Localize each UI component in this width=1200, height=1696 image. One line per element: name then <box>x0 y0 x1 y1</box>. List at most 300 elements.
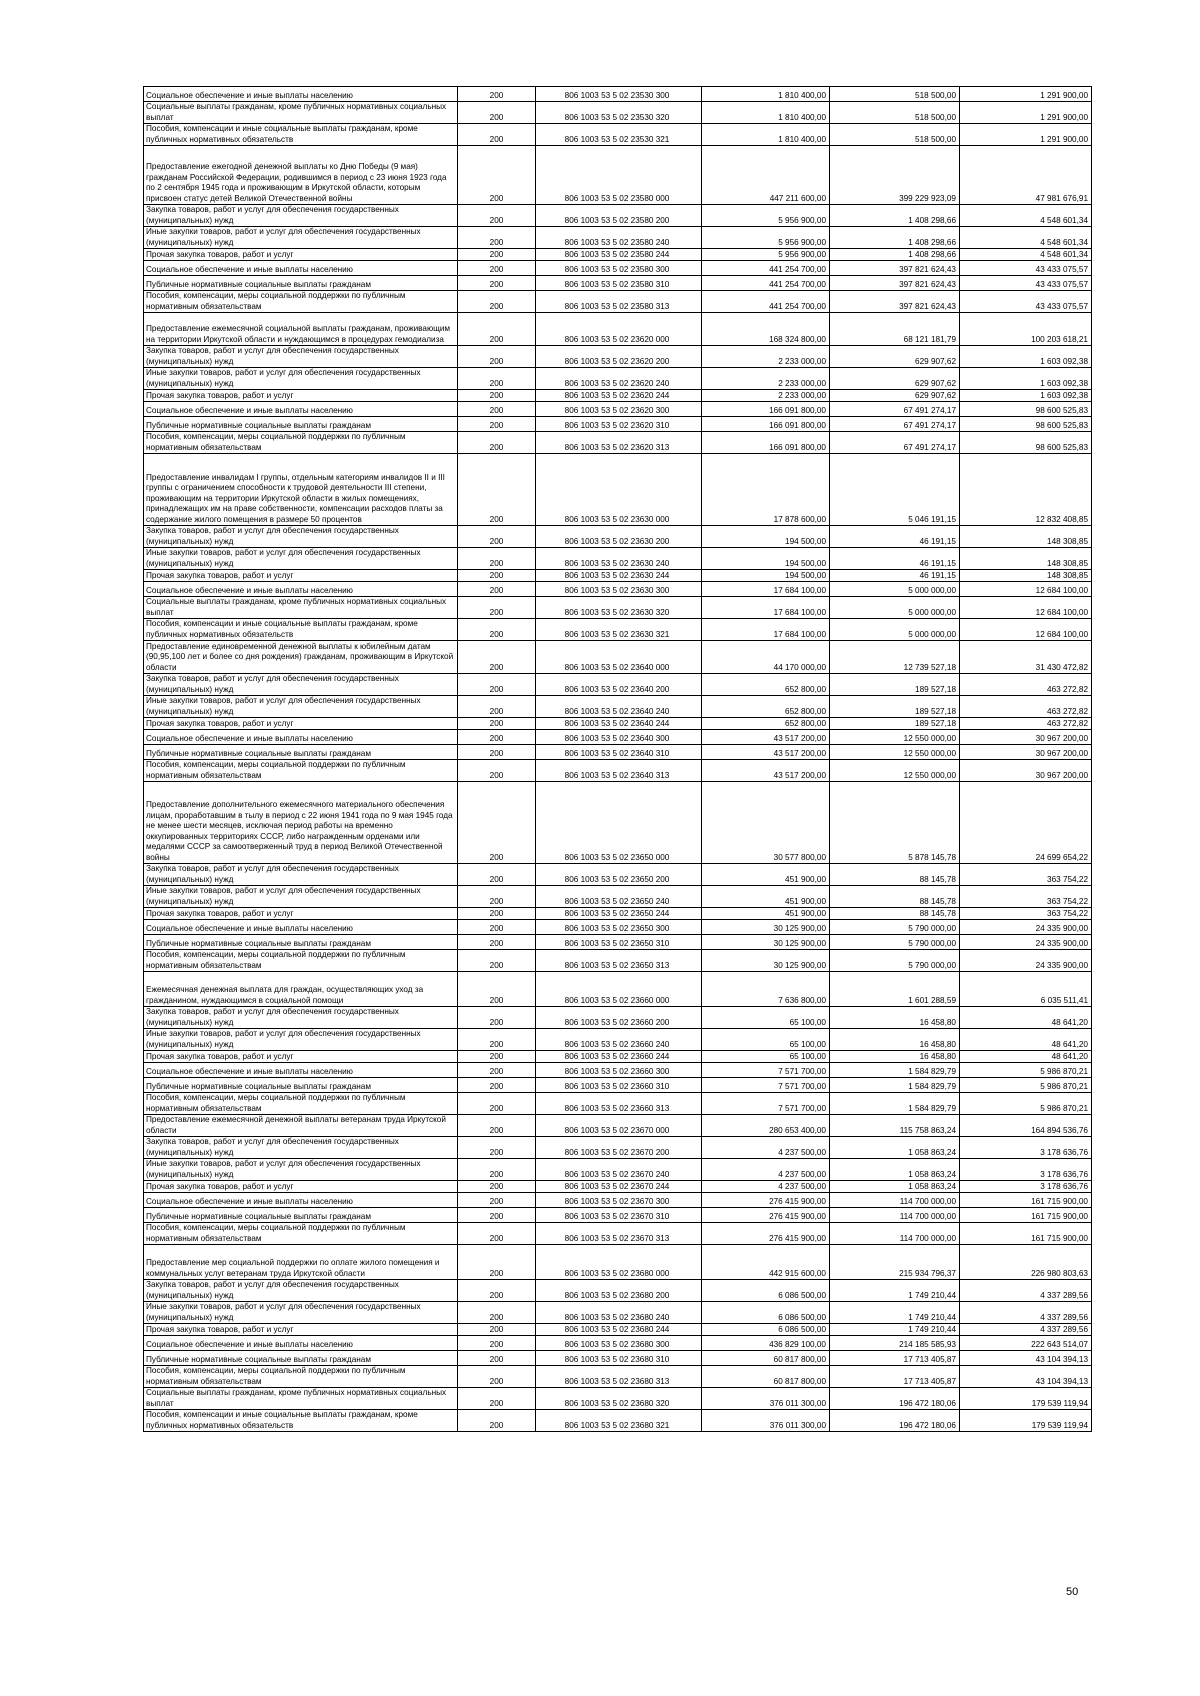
row-admin-code: 200 <box>458 1115 536 1137</box>
row-approved-amount: 194 500,00 <box>702 526 830 548</box>
row-classification-code: 806 1003 53 5 02 23580 310 <box>536 276 702 291</box>
row-unexecuted-amount: 12 832 408,85 <box>960 454 1092 526</box>
row-admin-code: 200 <box>458 1137 536 1159</box>
table-body <box>144 87 1092 1432</box>
row-admin-code: 200 <box>458 1063 536 1078</box>
row-executed-amount: 5 878 145,78 <box>830 782 960 864</box>
row-admin-code: 200 <box>458 570 536 582</box>
table-row <box>144 313 1092 346</box>
table-row <box>144 718 1092 730</box>
row-unexecuted-amount: 1 603 092,38 <box>960 346 1092 368</box>
table-row <box>144 1181 1092 1193</box>
row-unexecuted-amount: 43 104 394,13 <box>960 1366 1092 1388</box>
row-classification-code: 806 1003 53 5 02 23580 200 <box>536 205 702 227</box>
row-description: Закупка товаров, работ и услуг для обеспечения государственных (муниципальных) нужд <box>144 1280 458 1302</box>
row-executed-amount: 12 739 527,18 <box>830 641 960 674</box>
budget-table-container <box>143 86 1091 1432</box>
table-row <box>144 972 1092 1007</box>
row-admin-code: 200 <box>458 582 536 597</box>
row-description: Пособия, компенсации, меры социальной поддержки по публичным нормативным обязательствам <box>144 432 458 454</box>
row-admin-code: 200 <box>458 935 536 950</box>
row-description: Пособия, компенсации, меры социальной поддержки по публичным нормативным обязательствам <box>144 760 458 782</box>
row-approved-amount: 194 500,00 <box>702 548 830 570</box>
row-admin-code: 200 <box>458 124 536 146</box>
row-executed-amount: 114 700 000,00 <box>830 1223 960 1245</box>
row-executed-amount: 189 527,18 <box>830 718 960 730</box>
table-row <box>144 1063 1092 1078</box>
row-classification-code: 806 1003 53 5 02 23650 244 <box>536 908 702 920</box>
row-description: Предоставление единовременной денежной выплаты к юбилейным датам (90,95,100 лет и более со дня рождения) гражданам, проживающим в Иркутской области <box>144 641 458 674</box>
table-row <box>144 346 1092 368</box>
row-approved-amount: 7 571 700,00 <box>702 1093 830 1115</box>
row-description: Иные закупки товаров, работ и услуг для обеспечения государственных (муниципальных) нужд <box>144 1029 458 1051</box>
row-description: Закупка товаров, работ и услуг для обеспечения государственных (муниципальных) нужд <box>144 346 458 368</box>
row-unexecuted-amount: 6 035 511,41 <box>960 972 1092 1007</box>
row-unexecuted-amount: 148 308,85 <box>960 570 1092 582</box>
row-unexecuted-amount: 98 600 525,83 <box>960 402 1092 417</box>
row-description: Пособия, компенсации и иные социальные выплаты гражданам, кроме публичных нормативных обязательств <box>144 1410 458 1432</box>
row-executed-amount: 46 191,15 <box>830 548 960 570</box>
row-executed-amount: 88 145,78 <box>830 864 960 886</box>
row-executed-amount: 5 790 000,00 <box>830 920 960 935</box>
row-approved-amount: 1 810 400,00 <box>702 124 830 146</box>
row-admin-code: 200 <box>458 718 536 730</box>
row-unexecuted-amount: 161 715 900,00 <box>960 1208 1092 1223</box>
row-unexecuted-amount: 48 641,20 <box>960 1007 1092 1029</box>
row-description: Публичные нормативные социальные выплаты гражданам <box>144 417 458 432</box>
row-admin-code: 200 <box>458 760 536 782</box>
row-unexecuted-amount: 226 980 803,63 <box>960 1245 1092 1280</box>
table-row <box>144 864 1092 886</box>
row-executed-amount: 518 500,00 <box>830 124 960 146</box>
row-approved-amount: 5 956 900,00 <box>702 205 830 227</box>
row-classification-code: 806 1003 53 5 02 23620 310 <box>536 417 702 432</box>
row-classification-code: 806 1003 53 5 02 23650 240 <box>536 886 702 908</box>
row-classification-code: 806 1003 53 5 02 23660 240 <box>536 1029 702 1051</box>
row-approved-amount: 5 956 900,00 <box>702 249 830 261</box>
row-admin-code: 200 <box>458 597 536 619</box>
row-admin-code: 200 <box>458 745 536 760</box>
row-admin-code: 200 <box>458 972 536 1007</box>
row-executed-amount: 518 500,00 <box>830 87 960 102</box>
table-row <box>144 582 1092 597</box>
table-row <box>144 935 1092 950</box>
row-description: Социальное обеспечение и иные выплаты населению <box>144 261 458 276</box>
row-unexecuted-amount: 30 967 200,00 <box>960 730 1092 745</box>
row-admin-code: 200 <box>458 1029 536 1051</box>
row-description: Предоставление дополнительного ежемесячного материального обеспечения лицам, проработавшим в тылу в период с 22 июня 1941 года по 9 мая 1945 года не менее шести месяцев, исключая период работы на временно оккупированных территориях СССР, либо награжденным орденами или медалями СССР за самоотверженный труд в период Великой Отечественной войны <box>144 782 458 864</box>
row-approved-amount: 30 125 900,00 <box>702 950 830 972</box>
row-executed-amount: 16 458,80 <box>830 1029 960 1051</box>
table-row <box>144 950 1092 972</box>
table-row <box>144 920 1092 935</box>
row-approved-amount: 4 237 500,00 <box>702 1159 830 1181</box>
table-row <box>144 291 1092 313</box>
row-approved-amount: 166 091 800,00 <box>702 402 830 417</box>
row-executed-amount: 5 000 000,00 <box>830 597 960 619</box>
row-approved-amount: 6 086 500,00 <box>702 1302 830 1324</box>
row-classification-code: 806 1003 53 5 02 23670 310 <box>536 1208 702 1223</box>
row-classification-code: 806 1003 53 5 02 23680 321 <box>536 1410 702 1432</box>
row-classification-code: 806 1003 53 5 02 23630 321 <box>536 619 702 641</box>
row-classification-code: 806 1003 53 5 02 23670 240 <box>536 1159 702 1181</box>
table-row <box>144 1366 1092 1388</box>
row-approved-amount: 43 517 200,00 <box>702 730 830 745</box>
table-row <box>144 402 1092 417</box>
row-classification-code: 806 1003 53 5 02 23630 240 <box>536 548 702 570</box>
table-row <box>144 1351 1092 1366</box>
row-description: Пособия, компенсации, меры социальной поддержки по публичным нормативным обязательствам <box>144 950 458 972</box>
row-description: Социальные выплаты гражданам, кроме публичных нормативных социальных выплат <box>144 597 458 619</box>
row-approved-amount: 276 415 900,00 <box>702 1193 830 1208</box>
row-unexecuted-amount: 463 272,82 <box>960 696 1092 718</box>
row-classification-code: 806 1003 53 5 02 23640 240 <box>536 696 702 718</box>
row-description: Предоставление мер социальной поддержки по оплате жилого помещения и коммунальных услуг ветеранам труда Иркутской области <box>144 1245 458 1280</box>
row-classification-code: 806 1003 53 5 02 23660 313 <box>536 1093 702 1115</box>
table-row <box>144 432 1092 454</box>
row-approved-amount: 7 571 700,00 <box>702 1078 830 1093</box>
row-approved-amount: 65 100,00 <box>702 1051 830 1063</box>
table-row <box>144 102 1092 124</box>
row-unexecuted-amount: 43 433 075,57 <box>960 276 1092 291</box>
row-classification-code: 806 1003 53 5 02 23670 244 <box>536 1181 702 1193</box>
row-approved-amount: 441 254 700,00 <box>702 261 830 276</box>
row-description: Предоставление ежемесячной денежной выплаты ветеранам труда Иркутской области <box>144 1115 458 1137</box>
row-executed-amount: 518 500,00 <box>830 102 960 124</box>
row-classification-code: 806 1003 53 5 02 23680 310 <box>536 1351 702 1366</box>
row-executed-amount: 196 472 180,06 <box>830 1410 960 1432</box>
row-approved-amount: 65 100,00 <box>702 1007 830 1029</box>
row-description: Предоставление ежемесячной социальной выплаты гражданам, проживающим на территории Иркутской области и нуждающимся в процедурах гемодиализа <box>144 313 458 346</box>
row-executed-amount: 196 472 180,06 <box>830 1388 960 1410</box>
row-unexecuted-amount: 222 643 514,07 <box>960 1336 1092 1351</box>
row-approved-amount: 7 571 700,00 <box>702 1063 830 1078</box>
row-classification-code: 806 1003 53 5 02 23620 240 <box>536 368 702 390</box>
row-description: Иные закупки товаров, работ и услуг для обеспечения государственных (муниципальных) нужд <box>144 548 458 570</box>
row-unexecuted-amount: 363 754,22 <box>960 908 1092 920</box>
row-unexecuted-amount: 363 754,22 <box>960 864 1092 886</box>
row-approved-amount: 442 915 600,00 <box>702 1245 830 1280</box>
table-row <box>144 1324 1092 1336</box>
row-classification-code: 806 1003 53 5 02 23580 000 <box>536 146 702 205</box>
row-unexecuted-amount: 12 684 100,00 <box>960 619 1092 641</box>
row-description: Пособия, компенсации, меры социальной поддержки по публичным нормативным обязательствам <box>144 291 458 313</box>
row-executed-amount: 16 458,80 <box>830 1007 960 1029</box>
row-admin-code: 200 <box>458 227 536 249</box>
row-unexecuted-amount: 4 337 289,56 <box>960 1280 1092 1302</box>
page-number: 50 <box>1066 1586 1079 1598</box>
table-row <box>144 1193 1092 1208</box>
row-classification-code: 806 1003 53 5 02 23530 300 <box>536 87 702 102</box>
row-classification-code: 806 1003 53 5 02 23660 200 <box>536 1007 702 1029</box>
table-row <box>144 641 1092 674</box>
row-admin-code: 200 <box>458 1159 536 1181</box>
row-description: Иные закупки товаров, работ и услуг для обеспечения государственных (муниципальных) нужд <box>144 368 458 390</box>
row-approved-amount: 30 577 800,00 <box>702 782 830 864</box>
row-unexecuted-amount: 24 335 900,00 <box>960 950 1092 972</box>
row-description: Пособия, компенсации, меры социальной поддержки по публичным нормативным обязательствам <box>144 1366 458 1388</box>
row-executed-amount: 5 790 000,00 <box>830 950 960 972</box>
row-executed-amount: 67 491 274,17 <box>830 417 960 432</box>
table-row <box>144 1245 1092 1280</box>
row-admin-code: 200 <box>458 390 536 402</box>
row-classification-code: 806 1003 53 5 02 23620 000 <box>536 313 702 346</box>
row-executed-amount: 1 584 829,79 <box>830 1063 960 1078</box>
row-admin-code: 200 <box>458 696 536 718</box>
row-admin-code: 200 <box>458 346 536 368</box>
row-executed-amount: 397 821 624,43 <box>830 291 960 313</box>
table-row <box>144 886 1092 908</box>
row-admin-code: 200 <box>458 313 536 346</box>
row-classification-code: 806 1003 53 5 02 23650 313 <box>536 950 702 972</box>
table-row <box>144 760 1092 782</box>
row-unexecuted-amount: 4 337 289,56 <box>960 1324 1092 1336</box>
row-classification-code: 806 1003 53 5 02 23680 240 <box>536 1302 702 1324</box>
row-description: Пособия, компенсации и иные социальные выплаты гражданам, кроме публичных нормативных обязательств <box>144 619 458 641</box>
row-executed-amount: 67 491 274,17 <box>830 402 960 417</box>
row-executed-amount: 1 408 298,66 <box>830 249 960 261</box>
table-row <box>144 597 1092 619</box>
row-executed-amount: 68 121 181,79 <box>830 313 960 346</box>
row-approved-amount: 166 091 800,00 <box>702 432 830 454</box>
table-row <box>144 548 1092 570</box>
row-unexecuted-amount: 24 335 900,00 <box>960 935 1092 950</box>
row-unexecuted-amount: 43 104 394,13 <box>960 1351 1092 1366</box>
row-admin-code: 200 <box>458 417 536 432</box>
row-admin-code: 200 <box>458 1302 536 1324</box>
row-classification-code: 806 1003 53 5 02 23580 240 <box>536 227 702 249</box>
row-classification-code: 806 1003 53 5 02 23650 300 <box>536 920 702 935</box>
row-executed-amount: 397 821 624,43 <box>830 261 960 276</box>
row-description: Публичные нормативные социальные выплаты гражданам <box>144 745 458 760</box>
row-classification-code: 806 1003 53 5 02 23660 000 <box>536 972 702 1007</box>
table-row <box>144 1093 1092 1115</box>
row-description: Прочая закупка товаров, работ и услуг <box>144 390 458 402</box>
table-row <box>144 1410 1092 1432</box>
row-unexecuted-amount: 98 600 525,83 <box>960 432 1092 454</box>
row-unexecuted-amount: 100 203 618,21 <box>960 313 1092 346</box>
table-row <box>144 249 1092 261</box>
row-unexecuted-amount: 1 291 900,00 <box>960 87 1092 102</box>
row-classification-code: 806 1003 53 5 02 23630 200 <box>536 526 702 548</box>
row-executed-amount: 46 191,15 <box>830 570 960 582</box>
row-approved-amount: 17 878 600,00 <box>702 454 830 526</box>
table-row <box>144 674 1092 696</box>
table-row <box>144 124 1092 146</box>
row-approved-amount: 652 800,00 <box>702 696 830 718</box>
row-approved-amount: 376 011 300,00 <box>702 1388 830 1410</box>
row-executed-amount: 215 934 796,37 <box>830 1245 960 1280</box>
table-row <box>144 1159 1092 1181</box>
row-admin-code: 200 <box>458 548 536 570</box>
row-admin-code: 200 <box>458 205 536 227</box>
row-executed-amount: 1 584 829,79 <box>830 1093 960 1115</box>
row-description: Социальные выплаты гражданам, кроме публичных нормативных социальных выплат <box>144 1388 458 1410</box>
row-classification-code: 806 1003 53 5 02 23660 310 <box>536 1078 702 1093</box>
row-description: Иные закупки товаров, работ и услуг для обеспечения государственных (муниципальных) нужд <box>144 1159 458 1181</box>
row-admin-code: 200 <box>458 1007 536 1029</box>
table-row <box>144 1051 1092 1063</box>
row-approved-amount: 17 684 100,00 <box>702 619 830 641</box>
row-classification-code: 806 1003 53 5 02 23650 200 <box>536 864 702 886</box>
row-executed-amount: 5 000 000,00 <box>830 582 960 597</box>
row-approved-amount: 451 900,00 <box>702 908 830 920</box>
row-approved-amount: 60 817 800,00 <box>702 1351 830 1366</box>
row-admin-code: 200 <box>458 261 536 276</box>
row-unexecuted-amount: 164 894 536,76 <box>960 1115 1092 1137</box>
row-unexecuted-amount: 12 684 100,00 <box>960 582 1092 597</box>
row-classification-code: 806 1003 53 5 02 23670 313 <box>536 1223 702 1245</box>
row-admin-code: 200 <box>458 1280 536 1302</box>
row-admin-code: 200 <box>458 920 536 935</box>
row-executed-amount: 5 046 191,15 <box>830 454 960 526</box>
row-classification-code: 806 1003 53 5 02 23580 244 <box>536 249 702 261</box>
row-description: Социальное обеспечение и иные выплаты населению <box>144 1336 458 1351</box>
row-approved-amount: 436 829 100,00 <box>702 1336 830 1351</box>
row-classification-code: 806 1003 53 5 02 23680 000 <box>536 1245 702 1280</box>
row-classification-code: 806 1003 53 5 02 23640 310 <box>536 745 702 760</box>
table-row <box>144 570 1092 582</box>
table-row <box>144 1007 1092 1029</box>
row-executed-amount: 629 907,62 <box>830 346 960 368</box>
row-classification-code: 806 1003 53 5 02 23660 300 <box>536 1063 702 1078</box>
row-unexecuted-amount: 48 641,20 <box>960 1051 1092 1063</box>
row-approved-amount: 168 324 800,00 <box>702 313 830 346</box>
row-classification-code: 806 1003 53 5 02 23630 244 <box>536 570 702 582</box>
row-approved-amount: 43 517 200,00 <box>702 760 830 782</box>
table-row <box>144 227 1092 249</box>
row-unexecuted-amount: 363 754,22 <box>960 886 1092 908</box>
row-admin-code: 200 <box>458 1051 536 1063</box>
row-approved-amount: 65 100,00 <box>702 1029 830 1051</box>
row-description: Закупка товаров, работ и услуг для обеспечения государственных (муниципальных) нужд <box>144 1137 458 1159</box>
row-unexecuted-amount: 161 715 900,00 <box>960 1193 1092 1208</box>
table-row <box>144 146 1092 205</box>
row-executed-amount: 5 790 000,00 <box>830 935 960 950</box>
row-admin-code: 200 <box>458 1351 536 1366</box>
row-executed-amount: 629 907,62 <box>830 368 960 390</box>
row-description: Иные закупки товаров, работ и услуг для обеспечения государственных (муниципальных) нужд <box>144 1302 458 1324</box>
row-unexecuted-amount: 3 178 636,76 <box>960 1159 1092 1181</box>
row-description: Пособия, компенсации и иные социальные выплаты гражданам, кроме публичных нормативных обязательств <box>144 124 458 146</box>
row-unexecuted-amount: 5 986 870,21 <box>960 1093 1092 1115</box>
row-description: Публичные нормативные социальные выплаты гражданам <box>144 935 458 950</box>
table-row <box>144 696 1092 718</box>
row-admin-code: 200 <box>458 454 536 526</box>
row-admin-code: 200 <box>458 102 536 124</box>
table-row <box>144 390 1092 402</box>
row-approved-amount: 5 956 900,00 <box>702 227 830 249</box>
row-executed-amount: 115 758 863,24 <box>830 1115 960 1137</box>
row-executed-amount: 67 491 274,17 <box>830 432 960 454</box>
table-row <box>144 454 1092 526</box>
row-unexecuted-amount: 148 308,85 <box>960 548 1092 570</box>
row-admin-code: 200 <box>458 1181 536 1193</box>
table-row <box>144 1137 1092 1159</box>
budget-execution-table <box>143 86 1092 1432</box>
row-approved-amount: 7 636 800,00 <box>702 972 830 1007</box>
row-classification-code: 806 1003 53 5 02 23680 313 <box>536 1366 702 1388</box>
row-approved-amount: 2 233 000,00 <box>702 368 830 390</box>
row-executed-amount: 1 408 298,66 <box>830 205 960 227</box>
row-description: Прочая закупка товаров, работ и услуг <box>144 1324 458 1336</box>
row-approved-amount: 451 900,00 <box>702 864 830 886</box>
row-admin-code: 200 <box>458 908 536 920</box>
row-classification-code: 806 1003 53 5 02 23680 300 <box>536 1336 702 1351</box>
row-executed-amount: 1 601 288,59 <box>830 972 960 1007</box>
row-unexecuted-amount: 5 986 870,21 <box>960 1063 1092 1078</box>
row-executed-amount: 1 058 863,24 <box>830 1181 960 1193</box>
table-row <box>144 205 1092 227</box>
row-classification-code: 806 1003 53 5 02 23530 321 <box>536 124 702 146</box>
row-classification-code: 806 1003 53 5 02 23660 244 <box>536 1051 702 1063</box>
row-description: Социальное обеспечение и иные выплаты населению <box>144 402 458 417</box>
row-description: Публичные нормативные социальные выплаты гражданам <box>144 1351 458 1366</box>
row-description: Пособия, компенсации, меры социальной поддержки по публичным нормативным обязательствам <box>144 1223 458 1245</box>
row-unexecuted-amount: 48 641,20 <box>960 1029 1092 1051</box>
row-admin-code: 200 <box>458 402 536 417</box>
row-unexecuted-amount: 4 337 289,56 <box>960 1302 1092 1324</box>
row-description: Прочая закупка товаров, работ и услуг <box>144 1181 458 1193</box>
row-description: Социальное обеспечение и иные выплаты населению <box>144 582 458 597</box>
row-description: Ежемесячная денежная выплата для граждан, осуществляющих уход за гражданином, нуждающимся в социальной помощи <box>144 972 458 1007</box>
row-executed-amount: 114 700 000,00 <box>830 1193 960 1208</box>
row-classification-code: 806 1003 53 5 02 23630 300 <box>536 582 702 597</box>
row-executed-amount: 397 821 624,43 <box>830 276 960 291</box>
row-classification-code: 806 1003 53 5 02 23630 000 <box>536 454 702 526</box>
row-executed-amount: 1 749 210,44 <box>830 1324 960 1336</box>
row-unexecuted-amount: 148 308,85 <box>960 526 1092 548</box>
row-executed-amount: 1 058 863,24 <box>830 1159 960 1181</box>
row-description: Иные закупки товаров, работ и услуг для обеспечения государственных (муниципальных) нужд <box>144 227 458 249</box>
row-approved-amount: 4 237 500,00 <box>702 1181 830 1193</box>
row-executed-amount: 629 907,62 <box>830 390 960 402</box>
row-unexecuted-amount: 1 291 900,00 <box>960 102 1092 124</box>
row-classification-code: 806 1003 53 5 02 23640 244 <box>536 718 702 730</box>
row-approved-amount: 1 810 400,00 <box>702 87 830 102</box>
row-classification-code: 806 1003 53 5 02 23580 313 <box>536 291 702 313</box>
row-executed-amount: 189 527,18 <box>830 696 960 718</box>
table-row <box>144 1336 1092 1351</box>
table-row <box>144 417 1092 432</box>
row-description: Социальное обеспечение и иные выплаты населению <box>144 1193 458 1208</box>
table-row <box>144 619 1092 641</box>
row-executed-amount: 1 408 298,66 <box>830 227 960 249</box>
row-admin-code: 200 <box>458 674 536 696</box>
row-admin-code: 200 <box>458 87 536 102</box>
row-approved-amount: 1 810 400,00 <box>702 102 830 124</box>
row-classification-code: 806 1003 53 5 02 23580 300 <box>536 261 702 276</box>
row-unexecuted-amount: 24 335 900,00 <box>960 920 1092 935</box>
row-unexecuted-amount: 1 291 900,00 <box>960 124 1092 146</box>
table-row <box>144 730 1092 745</box>
row-admin-code: 200 <box>458 1324 536 1336</box>
row-admin-code: 200 <box>458 368 536 390</box>
row-unexecuted-amount: 98 600 525,83 <box>960 417 1092 432</box>
row-approved-amount: 652 800,00 <box>702 674 830 696</box>
row-description: Прочая закупка товаров, работ и услуг <box>144 718 458 730</box>
row-approved-amount: 60 817 800,00 <box>702 1366 830 1388</box>
row-description: Закупка товаров, работ и услуг для обеспечения государственных (муниципальных) нужд <box>144 526 458 548</box>
row-description: Социальное обеспечение и иные выплаты населению <box>144 920 458 935</box>
table-row <box>144 745 1092 760</box>
row-description: Закупка товаров, работ и услуг для обеспечения государственных (муниципальных) нужд <box>144 674 458 696</box>
row-admin-code: 200 <box>458 1366 536 1388</box>
table-row <box>144 1302 1092 1324</box>
row-classification-code: 806 1003 53 5 02 23670 300 <box>536 1193 702 1208</box>
row-classification-code: 806 1003 53 5 02 23670 000 <box>536 1115 702 1137</box>
row-unexecuted-amount: 3 178 636,76 <box>960 1181 1092 1193</box>
